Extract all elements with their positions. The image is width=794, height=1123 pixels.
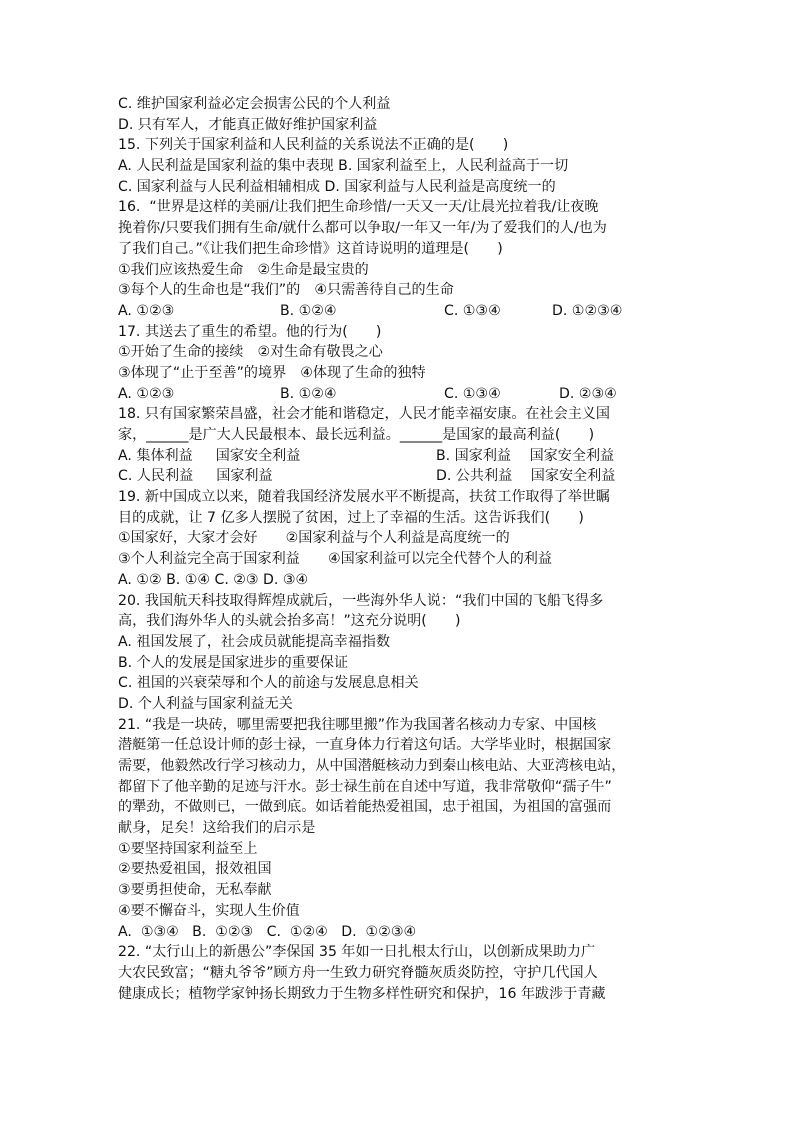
question-15-options: C. 国家利益与人民利益相辅相成 D. 国家利益与人民利益是高度统一的: [118, 178, 556, 195]
question-21-stem: 21. “我是一块砖，哪里需要把我往哪里搬”作为我国著名核动力专家、中国核: [118, 716, 597, 733]
question-22-stem: 22. “太行山上的新愚公”李保国 35 年如一日扎根太行山，以创新成果助力广: [118, 944, 596, 961]
question-18-stem: 家，______是广大人民最根本、最长远利益。______是国家的最高利益( ): [118, 427, 595, 443]
question-20-option-a: A. 祖国发展了，社会成员就能提高幸福指数: [118, 633, 391, 650]
question-20-option-b: B. 个人的发展是国家进步的重要保证: [118, 654, 349, 671]
question-16-stem: 挽着你/只要我们拥有生命/就什么都可以争取/一年又一年/为了爱我们的人/也为: [118, 220, 607, 237]
option-b: B. ①②④: [280, 302, 337, 319]
option-a: A. ①②③: [118, 302, 175, 319]
question-19-statement: ①国家好，大家才会好 ②国家利益与个人利益是高度统一的: [118, 530, 510, 547]
question-15-stem: 15. 下列关于国家利益和人民利益的关系说法不正确的是( ): [118, 137, 509, 154]
question-21-statement: ②要热爱祖国，报效祖国: [118, 861, 272, 878]
option-c: C. ①③④: [444, 385, 501, 402]
question-19-stem: 目的成就，让 7 亿多人摆脱了贫困，过上了幸福的生活。这告诉我们( ): [118, 509, 584, 526]
question-text-block: [118, 94, 688, 1004]
question-21-stem: 的犟劲，不做则已，一做到底。如话着能热爱祖国，忠于祖国，为祖国的富强而: [118, 799, 612, 816]
question-21-statement: ①要坚持国家利益至上: [118, 840, 258, 857]
question-20-option-c: C. 祖国的兴衰荣辱和个人的前途与发展息息相关: [118, 675, 419, 692]
question-21-statement: ③要勇担使命，无私奉献: [118, 882, 272, 899]
question-21-options: A. ①③④ B. ①②③ C. ①②④ D. ①②③④: [118, 923, 417, 940]
question-15-options: A. 人民利益是国家利益的集中表现 B. 国家利益至上，人民利益高于一切: [118, 158, 569, 175]
question-22-stem: 大农民致富；“糖丸爷爷”顾方舟一生致力研究脊髓灰质炎防控，守护几代国人: [118, 964, 598, 981]
option-b: B. ①②④: [280, 385, 337, 402]
question-16-options: [118, 301, 688, 322]
question-18-options: [118, 446, 688, 467]
question-17-statement: ①开始了生命的接续 ②对生命有敬畏之心: [118, 344, 383, 361]
option-c: C. ①③④: [444, 302, 501, 319]
question-20-stem: 20. 我国航天科技取得辉煌成就后，一些海外华人说：“我们中国的飞船飞得多: [118, 592, 604, 609]
question-19-statement: ③个人利益完全高于国家利益 ④国家利益可以完全代替个人的利益: [118, 551, 552, 568]
question-21-stem: 需要，他毅然改行学习核动力，从中国潜艇核动力到秦山核电站、大亚湾核电站，: [118, 758, 626, 774]
question-16-statement: ①我们应该热爱生命 ②生命是最宝贵的: [118, 261, 369, 278]
option-d: D. ①②③④: [552, 302, 623, 319]
question-22-stem: 健康成长；植物学家钟扬长期致力于生物多样性研究和保护，16 年跋涉于青藏: [118, 985, 606, 1002]
question-18-options: [118, 466, 688, 487]
question-21-stem: 潜艇第一任总设计师的彭士禄，一直身体力行着这句话。大学毕业时，根据国家: [118, 737, 612, 754]
option-b: B. 国家利益 国家安全利益: [436, 447, 615, 464]
question-17-statement: ③体现了“止于至善”的境界 ④体现了生命的独特: [118, 364, 426, 381]
question-17-stem: 17. 其送去了重生的希望。他的行为( ): [118, 323, 382, 340]
question-17-options: [118, 384, 688, 405]
option-a: A. 集体利益 国家安全利益: [118, 447, 301, 464]
question-19-stem: 19. 新中国成立以来，随着我国经济发展水平不断提高，扶贫工作取得了举世瞩: [118, 489, 610, 506]
question-21-statement: ④要不懈奋斗，实现人生价值: [118, 902, 300, 919]
question-20-stem: 高，我们海外华人的头就会抬多高！”这充分说明( ): [118, 613, 461, 630]
option-c: C. 人民利益 国家利益: [118, 468, 273, 485]
question-21-stem: 献身，足矣！这给我们的启示是: [118, 820, 316, 837]
question-21-stem: 都留下了他辛勤的足迹与汗水。彭士禄生前在自述中写道，我非常敬仰“孺子牛”: [118, 778, 612, 795]
option-d: D. ②③④: [559, 385, 617, 402]
text-line: C. 维护国家利益必定会损害公民的个人利益: [118, 96, 391, 112]
option-d: D. 公共利益 国家安全利益: [436, 468, 616, 485]
text-line: D. 只有军人，才能真正做好维护国家利益: [118, 116, 378, 133]
question-16-stem: 16. “世界是这样的美丽/让我们把生命珍惜/一天又一天/让晨光拉着我/让夜晚: [118, 199, 599, 216]
question-19-options: A. ①② B. ①④ C. ②③ D. ③④: [118, 571, 309, 588]
question-20-option-d: D. 个人利益与国家利益无关: [118, 695, 293, 712]
option-a: A. ①②③: [118, 385, 175, 402]
question-18-stem: 18. 只有国家繁荣昌盛，社会才能和谐稳定，人民才能幸福安康。在社会主义国: [118, 406, 610, 423]
question-16-statement: ③每个人的生命也是“我们”的 ④只需善待自己的生命: [118, 282, 454, 299]
question-16-stem: 了我们自己。”《让我们把生命珍惜》这首诗说明的道理是( ): [118, 240, 503, 257]
